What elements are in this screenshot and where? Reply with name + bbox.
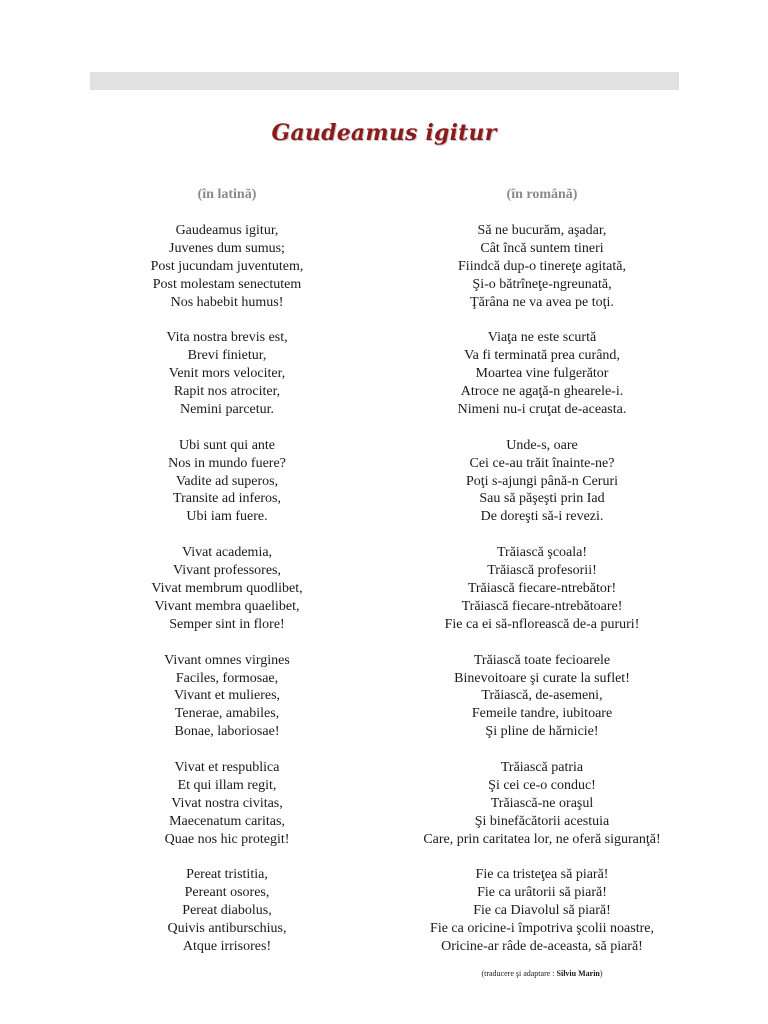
verse-line: Ţărâna ne va avea pe toţi. [470, 294, 614, 310]
verse-line: Venit mors velociter, [168, 366, 286, 382]
stanza [396, 437, 688, 527]
stanza [396, 222, 688, 312]
romanian-stanzas [396, 222, 688, 956]
verse-line: De doreşti să-i revezi. [480, 509, 604, 525]
verse-line: Vivat academia, [181, 545, 273, 561]
verse-line: Să ne bucurăm, aşadar, [477, 222, 607, 238]
verse-line: Pereat tristitia, [186, 867, 268, 883]
verse-line: Gaudeamus igitur, [175, 222, 279, 238]
verse-line: Maecenatum caritas, [169, 813, 285, 829]
verse-line: Trăiască, de-asemeni, [481, 688, 603, 704]
latin-column [86, 186, 368, 974]
verse-line: Nimeni nu-i cruţat de-aceasta. [457, 401, 627, 417]
romanian-heading: (în română) [506, 187, 578, 202]
verse-line: Şi-o bătrîneţe-ngreunată, [472, 276, 612, 292]
stanza [86, 866, 368, 956]
verse-line: Et qui illam regit, [177, 777, 277, 793]
verse-line: Juvenes dum sumus; [169, 240, 285, 256]
verse-line: Cei ce-au trăit înainte-ne? [469, 455, 615, 471]
verse-line: Pereat diabolus, [182, 903, 272, 919]
verse-line: Unde-s, oare [506, 437, 578, 453]
latin-heading: (în latină) [197, 187, 257, 202]
stanza [396, 759, 688, 849]
verse-line: Bonae, laboriosae! [174, 724, 280, 740]
credit-prefix: (traducere şi adaptare : [481, 969, 557, 978]
stanza [86, 759, 368, 849]
latin-stanzas [86, 222, 368, 956]
verse-line: Care, prin caritatea lor, ne oferă siguranţă! [423, 831, 661, 847]
verse-line: Trăiască-ne oraşul [490, 795, 594, 811]
verse-line: Trăiască toate fecioarele [473, 652, 611, 668]
verse-line: Vivat membrum quodlibet, [151, 580, 303, 596]
stanza [396, 544, 688, 634]
verse-line: Brevi finietur, [187, 348, 267, 364]
credit-name: Silviu Marin [556, 969, 600, 978]
stanza [86, 222, 368, 312]
verse-line: Quae nos hic protegit! [164, 831, 290, 847]
verse-line: Moartea vine fulgerător [475, 366, 609, 382]
translation-credit [396, 969, 688, 978]
verse-line: Nos habebit humus! [170, 294, 284, 310]
verse-line: Şi pline de hărnicie! [485, 724, 599, 740]
verse-line: Transite ad inferos, [173, 491, 281, 507]
verse-line: Pereant osores, [184, 885, 270, 901]
verse-line: Vivat nostra civitas, [171, 795, 283, 811]
verse-line: Tenerae, amabiles, [174, 706, 280, 722]
verse-line: Fie ca tristeţea să piară! [475, 867, 609, 883]
stanza [396, 866, 688, 956]
verse-line: Vivant omnes virgines [164, 652, 290, 668]
verse-line: Sau să păşeşti prin Iad [479, 491, 605, 507]
verse-line: Vivant et mulieres, [173, 688, 281, 704]
verse-line: Nemini parcetur. [179, 401, 275, 417]
verse-line: Post jucundam juventutem, [150, 258, 304, 274]
verse-line: Nos in mundo fuere? [168, 455, 286, 471]
verse-line: Fie ca oricine-i împotriva şcolii noastre, [430, 921, 654, 937]
credit-suffix: ) [599, 969, 603, 978]
stanza [86, 329, 368, 419]
verse-line: Trăiască şcoala! [496, 545, 588, 561]
stanza [396, 329, 688, 419]
verse-line: Trăiască patria [500, 760, 584, 776]
verse-line: Trăiască fiecare-ntrebătoare! [461, 598, 623, 614]
verse-line: Fie ca urâtorii să piară! [477, 885, 607, 901]
verse-line: Trăiască fiecare-ntrebător! [467, 580, 617, 596]
stanza [86, 437, 368, 527]
verse-line: Vivant membra quaelibet, [154, 598, 300, 614]
verse-line: Atque irrisores! [182, 939, 272, 955]
verse-line: Ubi iam fuere. [186, 509, 268, 525]
verse-line: Post molestam senectutem [152, 276, 302, 292]
verse-line: Quivis antiburschius, [167, 921, 287, 937]
verse-line: Vivant professores, [172, 563, 282, 579]
verse-line: Trăiască profesorii! [487, 563, 597, 579]
verse-line: Oricine-ar râde de-aceasta, să piară! [441, 939, 643, 955]
verse-line: Faciles, formosae, [175, 670, 279, 686]
stanza [86, 544, 368, 634]
verse-line: Fiindcă dup-o tinereţe agitată, [458, 258, 626, 274]
stanza [86, 652, 368, 742]
verse-line: Fie ca Diavolul să piară! [473, 903, 611, 919]
verse-line: Semper sint in flore! [169, 616, 285, 632]
poem-title: Gaudeamus igitur [271, 120, 497, 146]
verse-line: Binevoitoare şi curate la suflet! [454, 670, 630, 686]
romanian-column [396, 186, 688, 974]
verse-line: Viaţa ne este scurtă [487, 330, 597, 346]
verse-line: Vita nostra brevis est, [166, 330, 288, 346]
verse-line: Cât încă suntem tineri [480, 240, 604, 256]
verse-line: Şi cei ce-o conduc! [488, 777, 596, 793]
verse-line: Vivat et respublica [174, 760, 280, 776]
verse-line: Atroce ne agaţă-n ghearele-i. [460, 384, 624, 400]
verse-line: Ubi sunt qui ante [178, 437, 276, 453]
verse-line: Poţi s-ajungi până-n Ceruri [465, 473, 619, 489]
verse-line: Femeile tandre, iubitoare [471, 706, 613, 722]
verse-line: Va fi terminată prea curând, [464, 348, 620, 364]
verse-line: Vadite ad superos, [175, 473, 279, 489]
header-bar [90, 72, 679, 90]
stanza [396, 652, 688, 742]
verse-line: Fie ca ei să-nflorească de-a pururi! [444, 616, 640, 632]
verse-line: Şi binefăcătorii acestuia [474, 813, 610, 829]
verse-line: Rapit nos atrociter, [173, 384, 281, 400]
